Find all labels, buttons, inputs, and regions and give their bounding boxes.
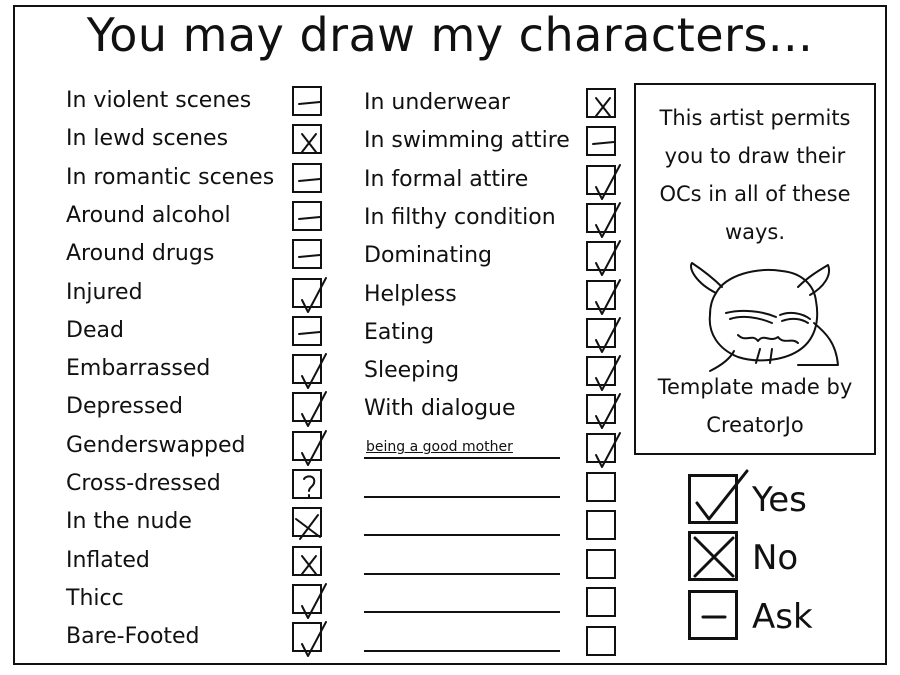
info-line: This artist permits — [659, 106, 851, 130]
left-item-checkbox[interactable] — [292, 392, 322, 422]
right-item-label: Sleeping — [364, 358, 460, 384]
left-item-checkbox[interactable] — [292, 546, 322, 576]
left-item-checkbox[interactable] — [292, 431, 322, 461]
right-item-label: With dialogue — [364, 396, 516, 422]
left-item-label: Around alcohol — [66, 202, 231, 228]
blank-line[interactable] — [364, 496, 560, 498]
right-item-checkbox[interactable] — [586, 88, 616, 118]
credit-line: CreatorJo — [706, 413, 804, 437]
left-item-label: Depressed — [66, 394, 183, 420]
page-title: You may draw my characters... — [86, 8, 814, 62]
left-item-label: Genderswapped — [66, 432, 246, 458]
template-credit — [636, 368, 874, 444]
blank-line[interactable] — [364, 611, 560, 613]
blank-line[interactable] — [364, 650, 560, 652]
right-item-label: In filthy condition — [364, 204, 556, 230]
right-item-label: Eating — [364, 319, 435, 345]
legend-no-label: No — [752, 538, 799, 578]
left-item-checkbox[interactable] — [292, 124, 322, 154]
right-item-label: In swimming attire — [364, 128, 570, 154]
custom-checkbox[interactable] — [586, 587, 616, 617]
check-icon — [691, 477, 741, 527]
left-item-label: In violent scenes — [66, 88, 252, 113]
left-item-label: Dead — [66, 317, 124, 343]
custom-label: being a good mother — [366, 439, 513, 455]
custom-checkbox[interactable] — [586, 549, 616, 579]
check-icon — [582, 386, 622, 430]
left-item-checkbox[interactable] — [292, 354, 322, 384]
info-line: OCs in all of these — [659, 182, 851, 206]
info-line: you to draw their — [664, 144, 846, 168]
left-item-label: Embarrassed — [66, 356, 211, 382]
x-mark-icon — [691, 534, 741, 584]
info-text — [636, 99, 874, 251]
left-item-checkbox[interactable] — [292, 469, 322, 499]
left-item-label: Around drugs — [66, 241, 215, 267]
legend-yes-box — [688, 474, 738, 524]
left-item-label: In the nude — [66, 509, 192, 535]
right-item-label: In underwear — [364, 90, 510, 115]
left-item-label: Cross-dressed — [66, 471, 221, 496]
left-item-checkbox[interactable] — [292, 622, 322, 652]
left-item-label: Thicc — [66, 585, 124, 611]
left-item-label: In romantic scenes — [66, 164, 275, 190]
legend-yes-label: Yes — [752, 480, 807, 520]
custom-checkbox[interactable] — [586, 433, 616, 463]
left-item-checkbox[interactable] — [292, 239, 322, 269]
right-item-checkbox[interactable] — [586, 318, 616, 348]
left-item-checkbox[interactable] — [292, 201, 322, 231]
legend-no-box — [688, 531, 738, 581]
right-item-label: Helpless — [364, 281, 457, 307]
left-item-checkbox[interactable] — [292, 507, 322, 537]
left-item-checkbox[interactable] — [292, 86, 322, 116]
right-item-checkbox[interactable] — [586, 280, 616, 310]
custom-checkbox[interactable] — [586, 472, 616, 502]
right-item-label: Dominating — [364, 243, 493, 269]
custom-checkbox[interactable] — [586, 626, 616, 656]
blank-line[interactable] — [364, 573, 560, 575]
legend-ask-box — [688, 590, 738, 640]
right-item-checkbox[interactable] — [586, 203, 616, 233]
right-item-checkbox[interactable] — [586, 241, 616, 271]
left-item-checkbox[interactable] — [292, 316, 322, 346]
right-item-checkbox[interactable] — [586, 165, 616, 195]
dash-icon — [691, 593, 741, 643]
right-item-checkbox[interactable] — [586, 126, 616, 156]
left-item-label: Injured — [66, 279, 143, 305]
left-item-label: In lewd scenes — [66, 126, 229, 152]
legend-ask-label: Ask — [752, 597, 813, 637]
left-item-label: Bare-Footed — [66, 624, 200, 650]
info-line: ways. — [724, 220, 786, 244]
left-item-checkbox[interactable] — [292, 584, 322, 614]
left-item-checkbox[interactable] — [292, 278, 322, 308]
right-item-checkbox[interactable] — [586, 394, 616, 424]
credit-line: Template made by — [657, 375, 853, 399]
check-icon — [582, 425, 622, 469]
info-panel — [634, 83, 876, 455]
right-item-label: In formal attire — [364, 166, 529, 192]
custom-checkbox[interactable] — [586, 510, 616, 540]
character-sketch — [686, 253, 846, 383]
blank-line[interactable] — [364, 534, 560, 536]
check-icon — [288, 614, 328, 658]
blank-line[interactable] — [364, 457, 560, 459]
left-item-checkbox[interactable] — [292, 163, 322, 193]
left-item-label: Inflated — [66, 547, 150, 573]
right-item-checkbox[interactable] — [586, 356, 616, 386]
